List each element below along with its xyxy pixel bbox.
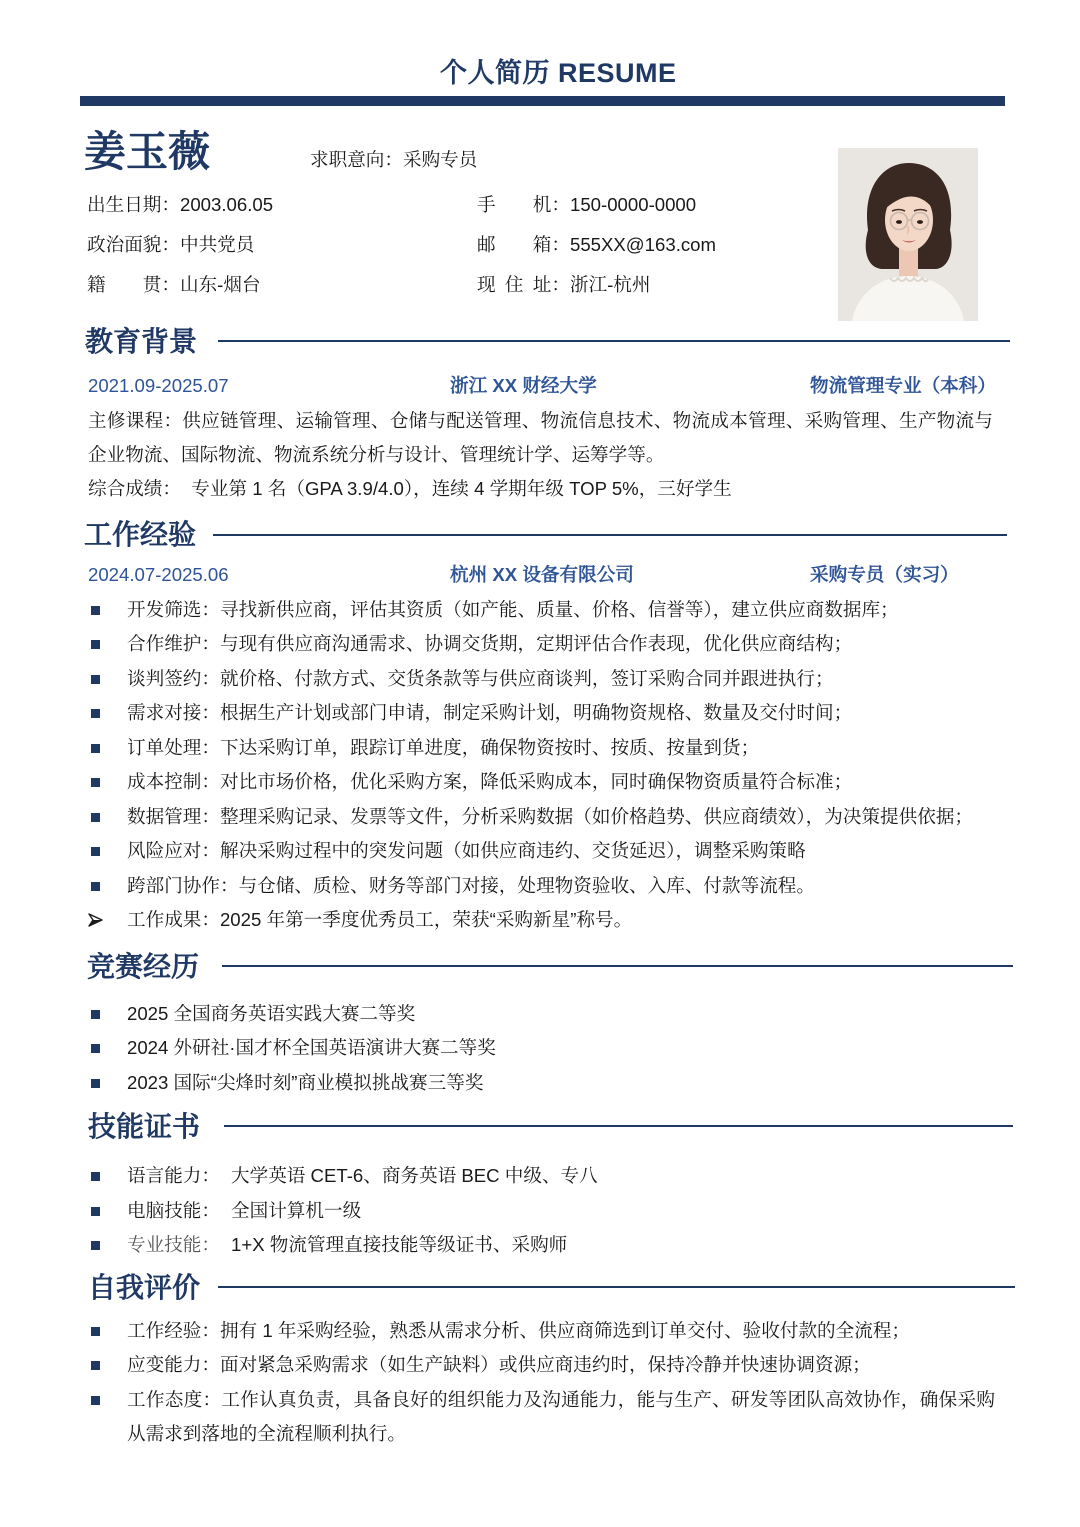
info-native-place: [87, 268, 261, 302]
list-item: [0, 834, 1080, 868]
list-item: [0, 903, 1080, 937]
bullet-square-icon: [91, 847, 100, 856]
list-item: [0, 627, 1080, 661]
portrait-photo-icon: [838, 148, 978, 321]
bullet-square-icon: [91, 813, 100, 822]
work-duty: 数据管理：整理采购记录、发票等文件，分析采购数据（如价格趋势、供应商绩效），为决策提供依据；: [127, 806, 974, 827]
skill-label: 语言能力：: [127, 1165, 220, 1186]
resume-title: 个人简历 RESUME: [440, 58, 677, 88]
list-item: [0, 1383, 1080, 1451]
education-period: 2021.09-2025.07: [88, 375, 229, 396]
skill-value: 大学英语 CET-6、商务英语 BEC 中级、专八: [231, 1165, 598, 1186]
bullet-square-icon: [91, 1207, 100, 1216]
list-item: [0, 593, 1080, 627]
info-label: 手 机：: [477, 194, 570, 215]
bullet-square-icon: [91, 1172, 100, 1181]
info-label: 邮 箱：: [477, 234, 570, 255]
work-duty: 成本控制：对比市场价格，优化采购方案，降低采购成本，同时确保物资质量符合标准；: [127, 771, 853, 792]
info-value: 150-0000-0000: [569, 194, 697, 215]
section-title-skills: 技能证书: [88, 1111, 201, 1142]
bullet-square-icon: [91, 1079, 100, 1088]
skill-value: 全国计算机一级: [231, 1200, 362, 1221]
info-value: 山东-烟台: [179, 274, 261, 295]
info-value: 2003.06.05: [179, 194, 274, 215]
bullet-square-icon: [91, 1327, 100, 1336]
info-birth-date: [87, 188, 273, 222]
bullet-square-icon: [91, 1044, 100, 1053]
list-item: [0, 1314, 1080, 1348]
list-item: [0, 731, 1080, 765]
info-value: 555XX@163.com: [569, 234, 717, 255]
info-label: 出生日期：: [87, 194, 180, 215]
competition-award: 2023 国际“尖烽时刻”商业模拟挑战赛三等奖: [127, 1072, 484, 1093]
list-item: [0, 1031, 1080, 1065]
info-current-address: [477, 268, 651, 302]
section-divider: [218, 1286, 1015, 1288]
section-title-work: 工作经验: [84, 519, 197, 550]
list-item: [0, 1194, 1080, 1228]
bullet-square-icon: [91, 778, 100, 787]
section-divider: [224, 1125, 1013, 1127]
work-duty: 谈判签约：就价格、付款方式、交货条款等与供应商谈判，签订采购合同并跟进执行；: [127, 668, 834, 689]
bullet-square-icon: [91, 709, 100, 718]
section-divider: [213, 534, 1007, 536]
section-divider: [222, 965, 1013, 967]
competition-award: 2024 外研社·国才杯全国英语演讲大赛二等奖: [127, 1037, 496, 1058]
work-duty: 合作维护：与现有供应商沟通需求、协调交货期，定期评估合作表现，优化供应商结构；: [127, 633, 853, 654]
skill-label: 专业技能：: [127, 1234, 220, 1255]
list-item: [0, 662, 1080, 696]
education-major: 物流管理专业（本科）: [810, 375, 996, 396]
info-political-status: [87, 228, 254, 262]
info-value: 中共党员: [179, 234, 255, 255]
self-evaluation-point: 工作经验：拥有 1 年采购经验，熟悉从需求分析、供应商筛选到订单交付、验收付款的全流程；: [127, 1320, 911, 1341]
skill-value: 1+X 物流管理直接技能等级证书、采购师: [231, 1234, 568, 1255]
work-duty: 跨部门协作：与仓储、质检、财务等部门对接，处理物资验收、入库、付款等流程。: [127, 875, 815, 896]
section-divider: [218, 340, 1010, 342]
info-label: 政治面貌：: [87, 234, 180, 255]
bullet-square-icon: [91, 1361, 100, 1370]
competition-award: 2025 全国商务英语实践大赛二等奖: [127, 1003, 416, 1024]
skill-label: 电脑技能：: [127, 1200, 220, 1221]
info-email: [477, 228, 716, 262]
bullet-square-icon: [91, 1010, 100, 1019]
list-item: [0, 1066, 1080, 1100]
profile-photo: [838, 148, 978, 321]
bullet-square-icon: [91, 1241, 100, 1250]
list-item: [0, 1348, 1080, 1382]
list-item: [0, 696, 1080, 730]
bullet-square-icon: [91, 882, 100, 891]
work-duty: 开发筛选：寻找新供应商，评估其资质（如产能、质量、价格、信誉等），建立供应商数据库；: [127, 599, 899, 620]
work-position: 采购专员（实习）: [810, 564, 959, 585]
list-item: [0, 765, 1080, 799]
header-divider-bar: [80, 96, 1005, 106]
self-evaluation-point: 应变能力：面对紧急采购需求（如生产缺料）或供应商违约时，保持冷静并快速协调资源；: [127, 1354, 871, 1375]
arrowhead-bullet-icon: [88, 913, 103, 927]
info-value: 浙江-杭州: [569, 274, 651, 295]
job-intention: 求职意向：采购专员: [310, 149, 478, 170]
list-item: [0, 997, 1080, 1031]
bullet-square-icon: [91, 744, 100, 753]
education-courses: 主修课程：供应链管理、运输管理、仓储与配送管理、物流信息技术、物流成本管理、采购管理、生产物流与企业物流、国际物流、物流系统分析与设计、管理统计学、运筹学等。: [88, 410, 993, 465]
list-item: [0, 1159, 1080, 1193]
candidate-name: 姜玉薇: [84, 128, 211, 175]
section-title-competitions: 竞赛经历: [87, 951, 200, 982]
list-item: [0, 1228, 1080, 1262]
info-label: 现 住 址：: [477, 274, 570, 295]
work-achievement: 工作成果：2025 年第一季度优秀员工，荣获“采购新星”称号。: [127, 909, 633, 930]
info-phone: [477, 188, 696, 222]
self-evaluation-point: 工作态度：工作认真负责，具备良好的组织能力及沟通能力，能与生产、研发等团队高效协作，确保采购从需求到落地的全流程顺利执行。: [127, 1389, 995, 1444]
info-label: 籍 贯：: [87, 274, 180, 295]
work-duty: 需求对接：根据生产计划或部门申请，制定采购计划，明确物资规格、数量及交付时间；: [127, 702, 853, 723]
bullet-square-icon: [91, 606, 100, 615]
work-period: 2024.07-2025.06: [88, 564, 229, 585]
work-company: 杭州 XX 设备有限公司: [450, 564, 634, 585]
list-item: [0, 800, 1080, 834]
section-title-education: 教育背景: [85, 326, 198, 357]
bullet-square-icon: [91, 1396, 100, 1405]
bullet-square-icon: [91, 640, 100, 649]
work-duty: 风险应对：解决采购过程中的突发问题（如供应商违约、交货延迟），调整采购策略: [127, 840, 806, 861]
education-grades: 综合成绩： 专业第 1 名（GPA 3.9/4.0），连续 4 学期年级 TOP 5%，三好学生: [88, 478, 732, 499]
bullet-square-icon: [91, 675, 100, 684]
education-school: 浙江 XX 财经大学: [450, 375, 597, 396]
list-item: [0, 869, 1080, 903]
work-duty: 订单处理：下达采购订单，跟踪订单进度，确保物资按时、按质、按量到货；: [127, 737, 760, 758]
section-title-self-evaluation: 自我评价: [88, 1272, 201, 1303]
